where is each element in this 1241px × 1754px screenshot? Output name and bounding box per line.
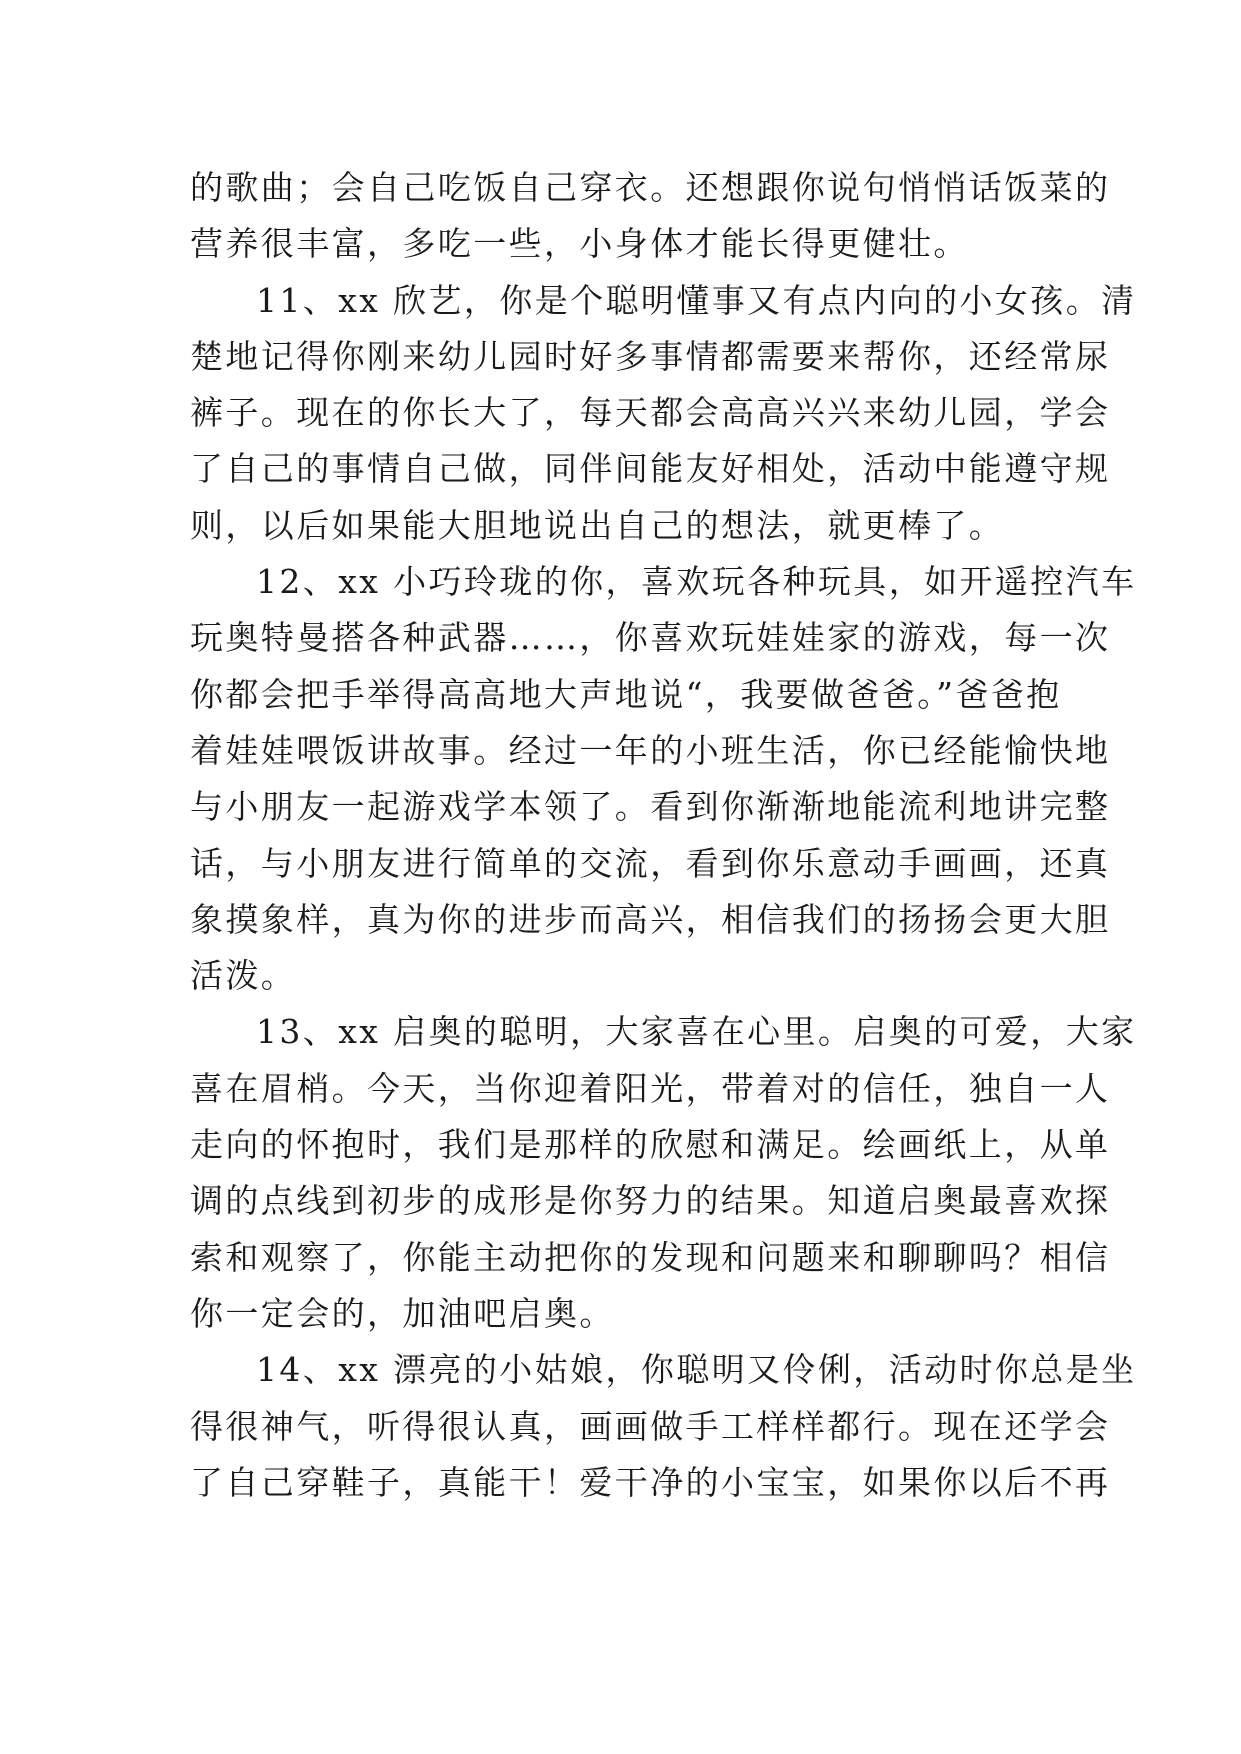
text-line: 喜在眉梢。今天，当你迎着阳光，带着对的信任，独自一人: [190, 1068, 1111, 1108]
text-line: 索和观察了，你能主动把你的发现和问题来和聊聊吗？相信: [190, 1237, 1111, 1277]
text-line: 调的点线到初步的成形是你努力的结果。知道启奥最喜欢探: [190, 1181, 1111, 1221]
document-body: [190, 160, 1137, 1511]
text-line: 了自己穿鞋子，真能干！爱干净的小宝宝，如果你以后不再: [190, 1462, 1111, 1502]
text-line: 活泼。: [190, 956, 297, 996]
text-line: 你都会把手举得高高地大声地说“，我要做爸爸。”爸爸抱: [190, 674, 1062, 714]
text-line: 走向的怀抱时，我们是那样的欣慰和满足。绘画纸上，从单: [190, 1125, 1111, 1165]
paragraph-start-line: 11、xx 欣艺，你是个聪明懂事又有点内向的小女孩。清: [256, 280, 1137, 320]
text-line: 裤子。现在的你长大了，每天都会高高兴兴来幼儿园，学会: [190, 393, 1111, 433]
paragraph-start-line: 12、xx 小巧玲珑的你，喜欢玩各种玩具，如开遥控汽车: [256, 562, 1137, 602]
text-line: 象摸象样，真为你的进步而高兴，相信我们的扬扬会更大胆: [190, 899, 1111, 939]
text-line: 你一定会的，加油吧启奥。: [190, 1293, 615, 1333]
text-line: 的歌曲；会自己吃饭自己穿衣。还想跟你说句悄悄话饭菜的: [190, 168, 1111, 207]
text-line: 营养很丰富，多吃一些，小身体才能长得更健壮。: [190, 224, 969, 264]
paragraph-start-line: 13、xx 启奥的聪明，大家喜在心里。启奥的可爱，大家: [256, 1012, 1137, 1052]
paragraph-start-line: 14、xx 漂亮的小姑娘，你聪明又伶俐，活动时你总是坐: [256, 1350, 1137, 1390]
text-line: 则，以后如果能大胆地说出自己的想法，就更棒了。: [190, 505, 1005, 545]
text-line: 得很神气，听得很认真，画画做手工样样都行。现在还学会: [190, 1406, 1111, 1446]
text-line: 楚地记得你刚来幼儿园时好多事情都需要来帮你，还经常尿: [190, 336, 1111, 376]
text-line: 了自己的事情自己做，同伴间能友好相处，活动中能遵守规: [190, 449, 1111, 489]
text-line: 话，与小朋友进行简单的交流，看到你乐意动手画画，还真: [190, 843, 1111, 883]
text-line: 玩奥特曼搭各种武器……，你喜欢玩娃娃家的游戏，每一次: [190, 618, 1111, 658]
text-line: 与小朋友一起游戏学本领了。看到你渐渐地能流利地讲完整: [190, 787, 1111, 827]
text-line: 着娃娃喂饭讲故事。经过一年的小班生活，你已经能愉快地: [190, 730, 1111, 770]
